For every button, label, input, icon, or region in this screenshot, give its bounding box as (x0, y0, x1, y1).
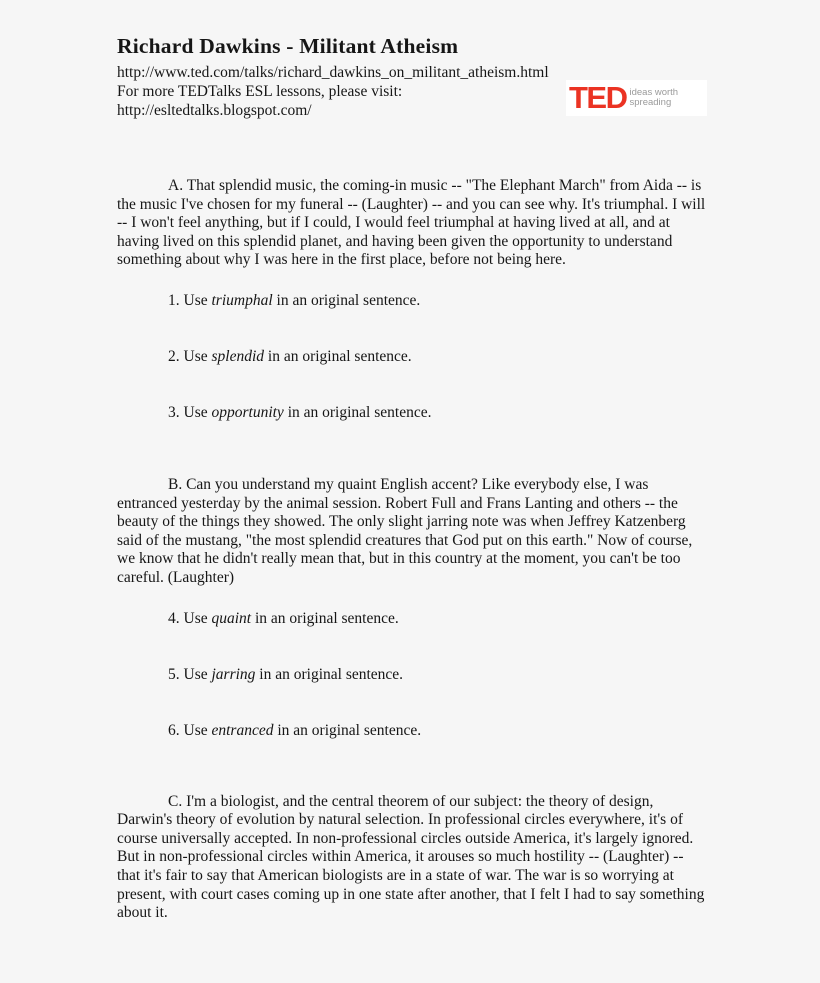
paragraph-a-label: A. (168, 177, 184, 194)
exercise-4-word: quaint (211, 609, 252, 627)
exercise-1-number: 1. (168, 291, 180, 309)
paragraph-b (117, 476, 709, 588)
paragraph-a-text: That splendid music, the coming-in music -- "The Elephant March" from Aida -- is the music I've chosen for my funeral -- (Laughter) -- and you can see why. It's triumphal. I will -- I won't feel anything, but if I could, I would feel triumphal at having lived at all, and at having lived on this splendid planet, and having been given the opportunity to understand something about why I was here in the first place, before not being here. (117, 177, 706, 269)
exercise-1-suffix: in an original sentence. (276, 291, 421, 309)
paragraph-c-text: I'm a biologist, and the central theorem of our subject: the theory of design, Darwin's theory of evolution by natural selection. In professional circles everywhere, it's of course universally accepted. In non-professional circles outside America, it's largely ignored. But in non-professional circles within America, it arouses so much hostility -- (Laughter) -- that it's fair to say that American biologists are in a state of war. The war is so worrying at present, with court cases coming up in one state after another, that I felt I had to say something about it. (117, 792, 705, 922)
exercise-5-word: jarring (211, 665, 256, 683)
exercise-1-word: triumphal (211, 291, 273, 309)
exercise-1 (168, 291, 709, 310)
exercise-6-number: 6. (168, 721, 180, 739)
paragraph-a (117, 177, 709, 270)
exercise-4-prefix: Use (183, 609, 208, 627)
ted-tagline-line1: ideas worth (629, 87, 679, 98)
exercise-4-number: 4. (168, 609, 180, 627)
ted-wordmark: TED (569, 80, 627, 115)
paragraph-c (117, 793, 709, 923)
exercise-2-number: 2. (168, 347, 180, 365)
ted-tagline (630, 88, 679, 108)
exercise-3-prefix: Use (183, 403, 208, 421)
exercise-2-prefix: Use (183, 347, 208, 365)
exercise-3-suffix: in an original sentence. (287, 403, 432, 421)
paragraph-b-label: B. (168, 475, 183, 493)
exercise-5-prefix: Use (183, 665, 208, 683)
exercise-5-number: 5. (168, 665, 180, 683)
exercise-3 (168, 403, 709, 422)
ted-logo (566, 80, 707, 116)
exercise-6-word: entranced (211, 721, 274, 739)
exercise-4-suffix: in an original sentence. (254, 609, 399, 627)
paragraph-b-text: Can you understand my quaint English accent? Like everybody else, I was entranced yesterday by the animal session. Robert Full and Frans Lanting and others -- the beauty of the things they showed. The only slight jarring note was when Jeffrey Katzenberg said of the mustang, "the most splendid creatures that God put on this earth." Now of course, we know that he didn't really mean that, but in this country at the moment, you can't be too careful. (Laughter) (117, 475, 693, 586)
exercise-5 (168, 665, 709, 684)
exercise-1-prefix: Use (183, 291, 208, 309)
exercise-5-suffix: in an original sentence. (259, 665, 404, 683)
promo-line: For more TEDTalks ESL lessons, please visit: (117, 83, 403, 100)
exercise-3-number: 3. (168, 403, 180, 421)
exercise-4 (168, 609, 709, 628)
document-header (117, 34, 709, 120)
exercise-6-suffix: in an original sentence. (277, 721, 422, 739)
blog-url-link[interactable]: http://esltedtalks.blogspot.com/ (117, 102, 312, 119)
ted-tagline-line2: spreading (629, 97, 672, 108)
exercise-6-prefix: Use (183, 721, 208, 739)
paragraph-c-label: C. (168, 792, 183, 810)
exercise-3-word: opportunity (211, 403, 284, 421)
exercise-2-suffix: in an original sentence. (267, 347, 412, 365)
page-title: Richard Dawkins - Militant Atheism (117, 34, 459, 58)
exercise-6 (168, 721, 709, 740)
talk-url-link[interactable]: http://www.ted.com/talks/richard_dawkins_on_militant_atheism.html (117, 64, 549, 81)
exercise-2 (168, 347, 709, 366)
exercise-2-word: splendid (211, 347, 265, 365)
